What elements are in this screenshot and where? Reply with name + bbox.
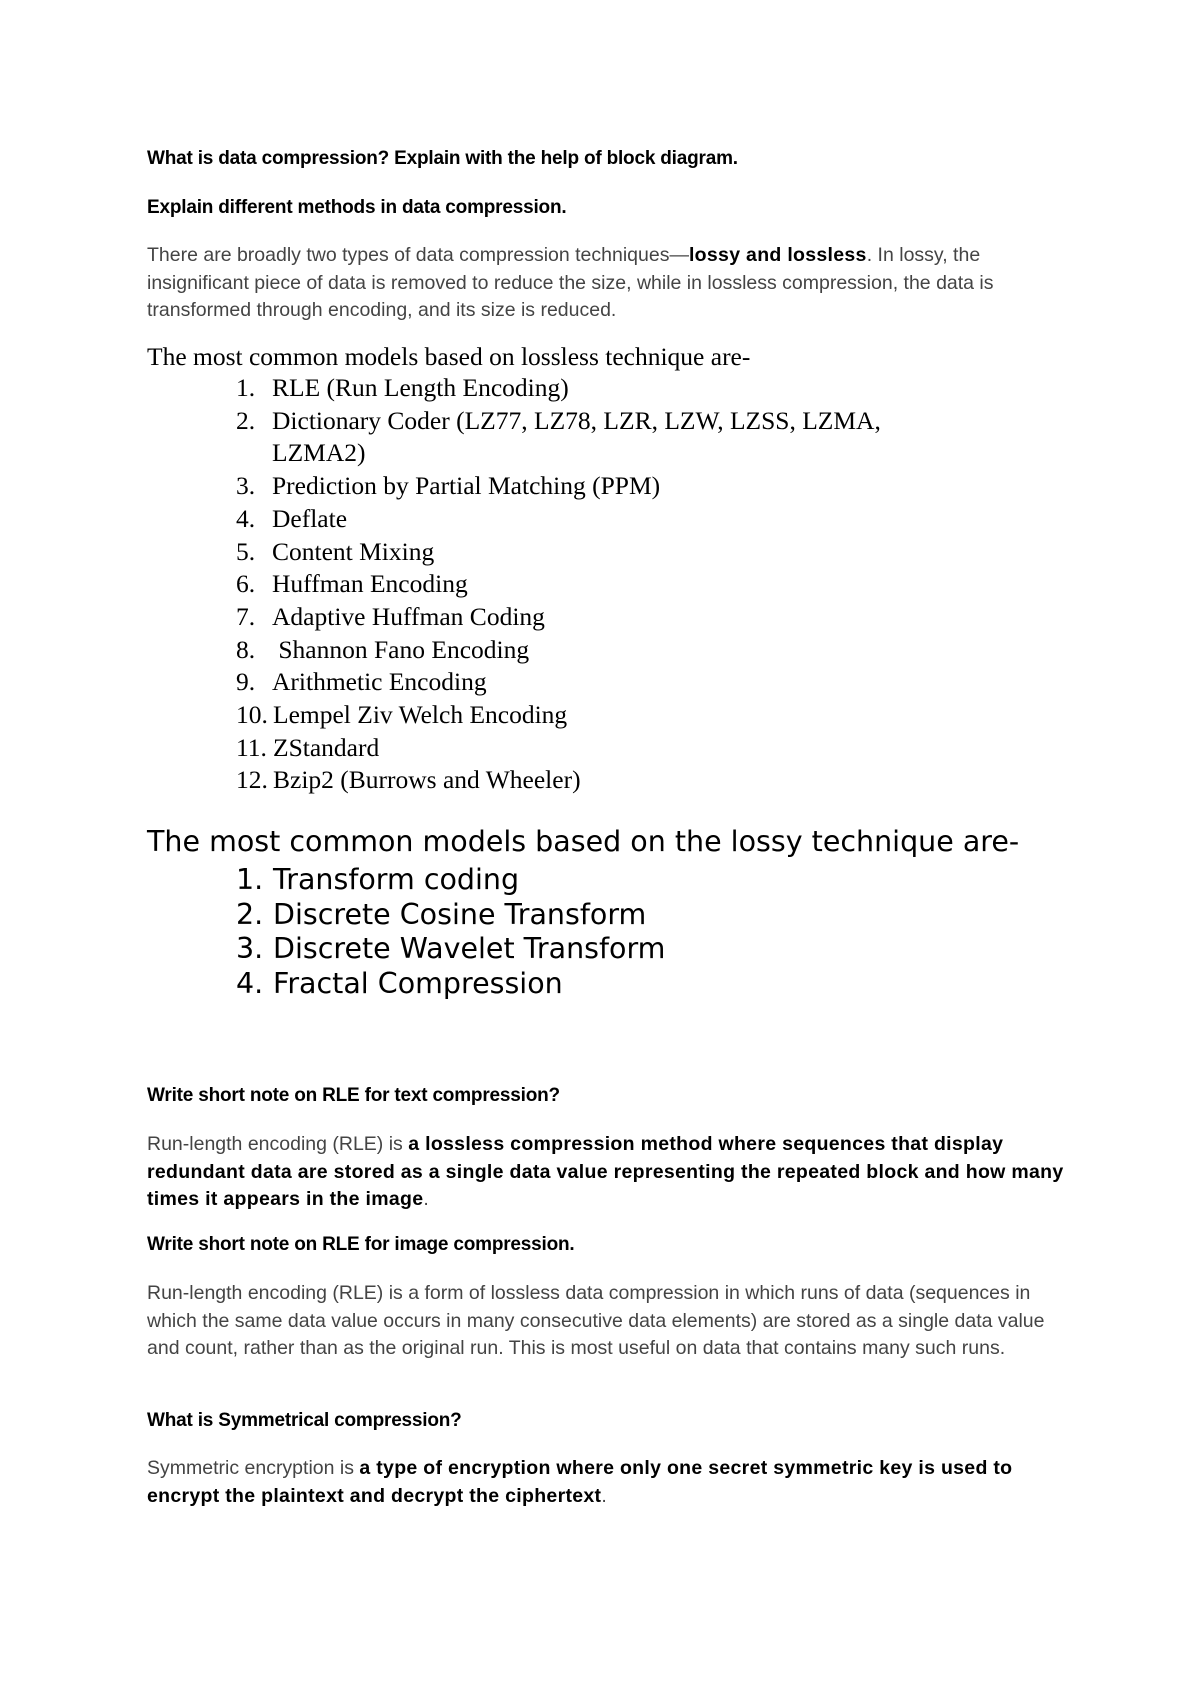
list-item — [236, 732, 996, 765]
lossy-list — [236, 863, 665, 1001]
list-item — [236, 863, 665, 898]
question-data-compression: What is data compression? Explain with the help of block diagram. — [147, 148, 738, 169]
intro-text-start: There are broadly two types of data compression techniques— — [147, 244, 689, 266]
list-item — [236, 372, 996, 405]
list-item-text: Adaptive Huffman Coding — [272, 601, 545, 631]
list-item — [236, 470, 996, 503]
list-item — [236, 666, 996, 699]
list-item-number: 2. — [236, 405, 256, 435]
lossless-title: The most common models based on lossless technique are- — [147, 342, 751, 371]
list-item-text: Huffman Encoding — [272, 569, 468, 599]
lossless-list — [236, 372, 996, 797]
symmetric-text-bold: a type of encryption where only one secret symmetric key is used to encrypt the plaintext and decrypt the ciphertext — [147, 1457, 1013, 1507]
list-item-number: 3. — [236, 471, 256, 501]
list-item — [236, 634, 996, 667]
question-rle-text: Write short note on RLE for text compression? — [147, 1085, 560, 1106]
list-item — [236, 699, 996, 732]
list-item-number: 5. — [236, 536, 256, 566]
list-item-text: Shannon Fano Encoding — [272, 634, 530, 664]
intro-text-end: . In lossy, the insignificant piece of data is removed to reduce the size, while in lossless compression, the data is transformed through encoding, and its size is reduced. — [147, 244, 994, 321]
list-item — [236, 601, 996, 634]
list-item-text: Discrete Cosine Transform — [273, 897, 647, 931]
list-item-number: 6. — [236, 569, 256, 599]
list-item-text: Lempel Ziv Welch Encoding — [273, 700, 568, 730]
list-item-number: 9. — [236, 667, 256, 697]
list-item-text: Content Mixing — [272, 536, 435, 566]
list-item — [236, 898, 665, 933]
intro-paragraph — [147, 242, 1077, 325]
list-item-number: 7. — [236, 601, 256, 631]
symmetric-answer — [147, 1455, 1077, 1510]
intro-bold-text: lossy and lossless — [688, 244, 867, 266]
list-item-text: Prediction by Partial Matching (PPM) — [272, 471, 661, 501]
list-item-text: Transform coding — [273, 863, 520, 896]
rle-text-answer — [147, 1131, 1077, 1214]
list-item — [236, 967, 665, 1002]
question-rle-image: Write short note on RLE for image compression. — [147, 1234, 575, 1255]
list-item-text: Deflate — [272, 503, 348, 533]
list-item — [236, 764, 996, 797]
list-item-number: 4. — [236, 503, 256, 533]
list-item-number: 2. — [236, 897, 264, 931]
list-item-text: Bzip2 (Burrows and Wheeler) — [273, 765, 581, 795]
rle-image-answer: Run-length encoding (RLE) is a form of lossless data compression in which runs of data (sequences in which the same data value occurs in many consecutive data elements) are stored as a single data value and count, rather than as the original run. This is most useful on data that contains many such runs. — [147, 1282, 1045, 1359]
list-item-number: 1. — [236, 373, 256, 402]
rle-text-start: Run-length encoding (RLE) is — [147, 1133, 409, 1155]
list-item-text: RLE (Run Length Encoding) — [272, 373, 569, 402]
list-item — [236, 503, 996, 536]
list-item-text: Discrete Wavelet Transform — [273, 932, 666, 965]
symmetric-text-start: Symmetric encryption is — [147, 1457, 360, 1479]
list-item-number: 4. — [236, 966, 264, 1000]
question-symmetric: What is Symmetrical compression? — [147, 1410, 462, 1431]
list-item-number: 1. — [236, 863, 264, 896]
list-item-number: 8. — [236, 634, 256, 664]
list-item — [236, 568, 996, 601]
list-item-text: Dictionary Coder (LZ77, LZ78, LZR, LZW, LZSS, LZMA, LZMA2) — [272, 405, 881, 468]
list-item-number: 3. — [236, 932, 264, 965]
rle-text-bold: a lossless compression method where sequences that display redundant data are stored as a single data value representing the repeated block and how many times it appears in the image — [147, 1133, 1064, 1210]
list-item-text: ZStandard — [273, 732, 380, 762]
list-item-text: Fractal Compression — [273, 966, 563, 1000]
list-item — [236, 932, 665, 967]
list-item — [236, 405, 892, 470]
list-item-number: 10. — [236, 700, 268, 730]
question-compression-methods: Explain different methods in data compression. — [147, 197, 567, 218]
list-item-text: Arithmetic Encoding — [272, 667, 487, 697]
rle-text-end: . — [423, 1188, 429, 1210]
list-item — [236, 536, 996, 569]
symmetric-text-end: . — [601, 1484, 607, 1507]
list-item-number: 12. — [236, 765, 268, 795]
lossy-title: The most common models based on the lossy technique are- — [147, 825, 1020, 858]
list-item-number: 11. — [236, 732, 267, 762]
